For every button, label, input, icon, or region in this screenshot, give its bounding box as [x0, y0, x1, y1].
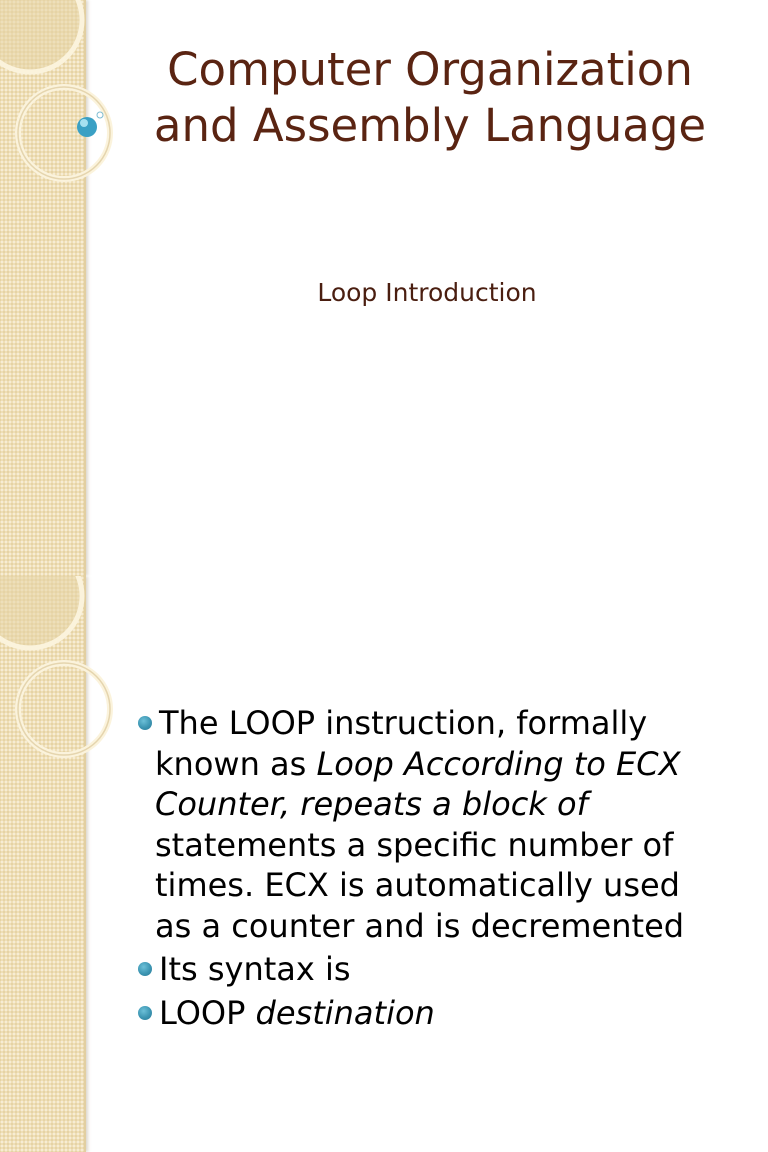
title-line-1: Computer Organization [167, 43, 693, 96]
content-slide [0, 576, 768, 1152]
circle-ornament-icon [0, 576, 120, 1152]
title-line-2: and Assembly Language [153, 99, 707, 152]
bullet-item [135, 949, 755, 990]
bullet-item [135, 993, 755, 1034]
bullet-line: statements a specific number of [155, 825, 674, 864]
decorative-side-band [0, 0, 86, 576]
bullet-line: LOOP destination [159, 993, 435, 1032]
bullet-item [135, 703, 755, 946]
teal-sphere-bullet-icon [138, 716, 152, 730]
bullet-line: as a counter and is decremented [155, 906, 685, 945]
bullet-line: Counter, repeats a block of [155, 785, 588, 823]
slide-title [110, 42, 750, 154]
bullet-line: known as Loop According to ECX [155, 744, 681, 783]
teal-sphere-bullet-icon [138, 962, 152, 976]
circle-ornament-icon [0, 0, 120, 576]
decorative-side-band [0, 576, 86, 1152]
bullet-line: The LOOP instruction, formally [159, 704, 648, 742]
bullet-line: times. ECX is automatically used [155, 866, 680, 904]
bullet-list [135, 703, 755, 1036]
teal-sphere-bullet-icon [138, 1006, 152, 1020]
bullet-line: Its syntax is [159, 950, 351, 988]
slide-subtitle: Loop Introduction [317, 278, 537, 307]
